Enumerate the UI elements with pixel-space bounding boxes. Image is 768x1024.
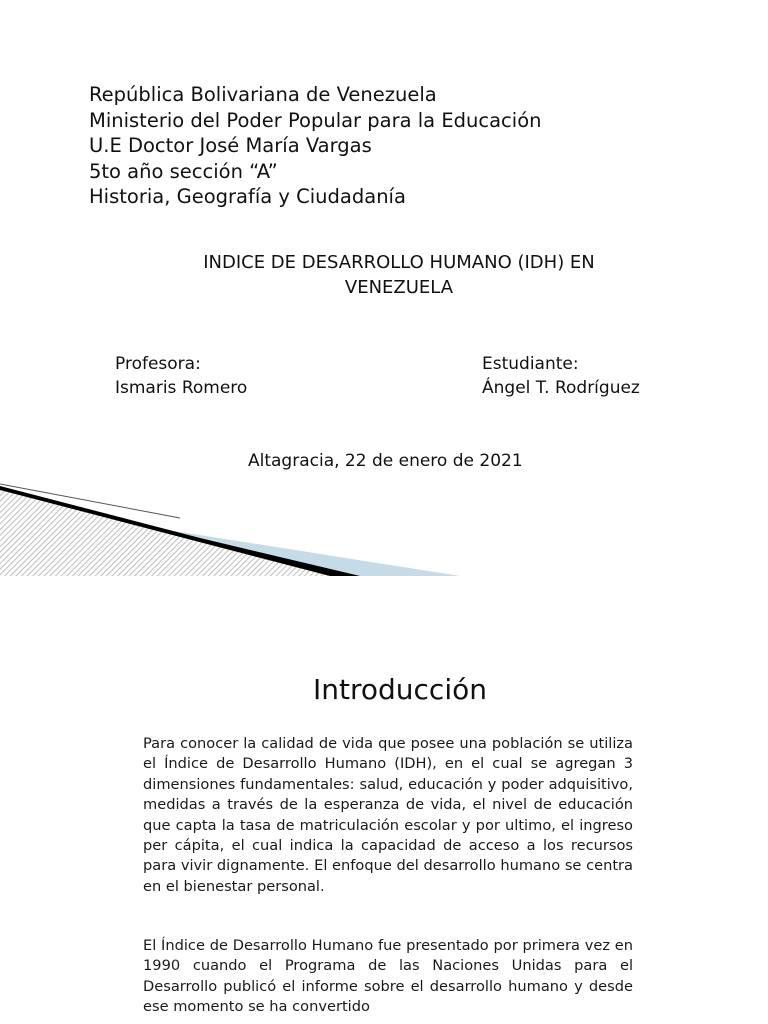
header-line-subject: Historia, Geografía y Ciudadanía	[89, 185, 406, 208]
decorative-wedge	[0, 478, 768, 576]
document-title-line-2: VENEZUELA	[344, 277, 454, 298]
student-block	[482, 352, 640, 400]
document-title	[160, 250, 638, 300]
header-line-ministry: Ministerio del Poder Popular para la Educación	[89, 108, 542, 132]
student-name: Ángel T. Rodríguez	[482, 378, 640, 398]
header-line-country: República Bolivariana de Venezuela	[89, 83, 437, 106]
student-label: Estudiante:	[482, 354, 579, 374]
institution-header	[89, 82, 542, 210]
place-date: Altagracia, 22 de enero de 2021	[248, 451, 523, 471]
teacher-name: Ismaris Romero	[115, 378, 248, 398]
teacher-block	[115, 352, 247, 400]
introduction-page	[0, 576, 768, 1024]
introduction-paragraph-1: Para conocer la calidad de vida que posee una población se utiliza el Índice de Desarrollo Humano (IDH), en el cual se agregan 3 dimensiones fundamentales: salud, educación y poder adquisitivo, medidas a través de la esperanza de vida, el nivel de educación que capta la tasa de matriculación escolar y por ultimo, el ingreso per cápita, el cual indica la capacidad de acceso a los recursos para vivir dignamente. El enfoque del desarrollo humano se centra en el bienestar personal.	[143, 735, 633, 895]
header-line-school: U.E Doctor José María Vargas	[89, 134, 372, 157]
document-title-line-1: INDICE DE DESARROLLO HUMANO (IDH) EN	[203, 252, 595, 273]
header-line-grade: 5to año sección “A”	[89, 159, 278, 183]
introduction-paragraph-2: El Índice de Desarrollo Humano fue presentado por primera vez en 1990 cuando el Programa de las Naciones Unidas para el Desarrollo publicó el informe sobre el desarrollo humano y desde ese momento se ha convertido	[143, 937, 633, 1016]
introduction-heading: Introducción	[313, 673, 487, 706]
teacher-label: Profesora:	[115, 354, 201, 374]
